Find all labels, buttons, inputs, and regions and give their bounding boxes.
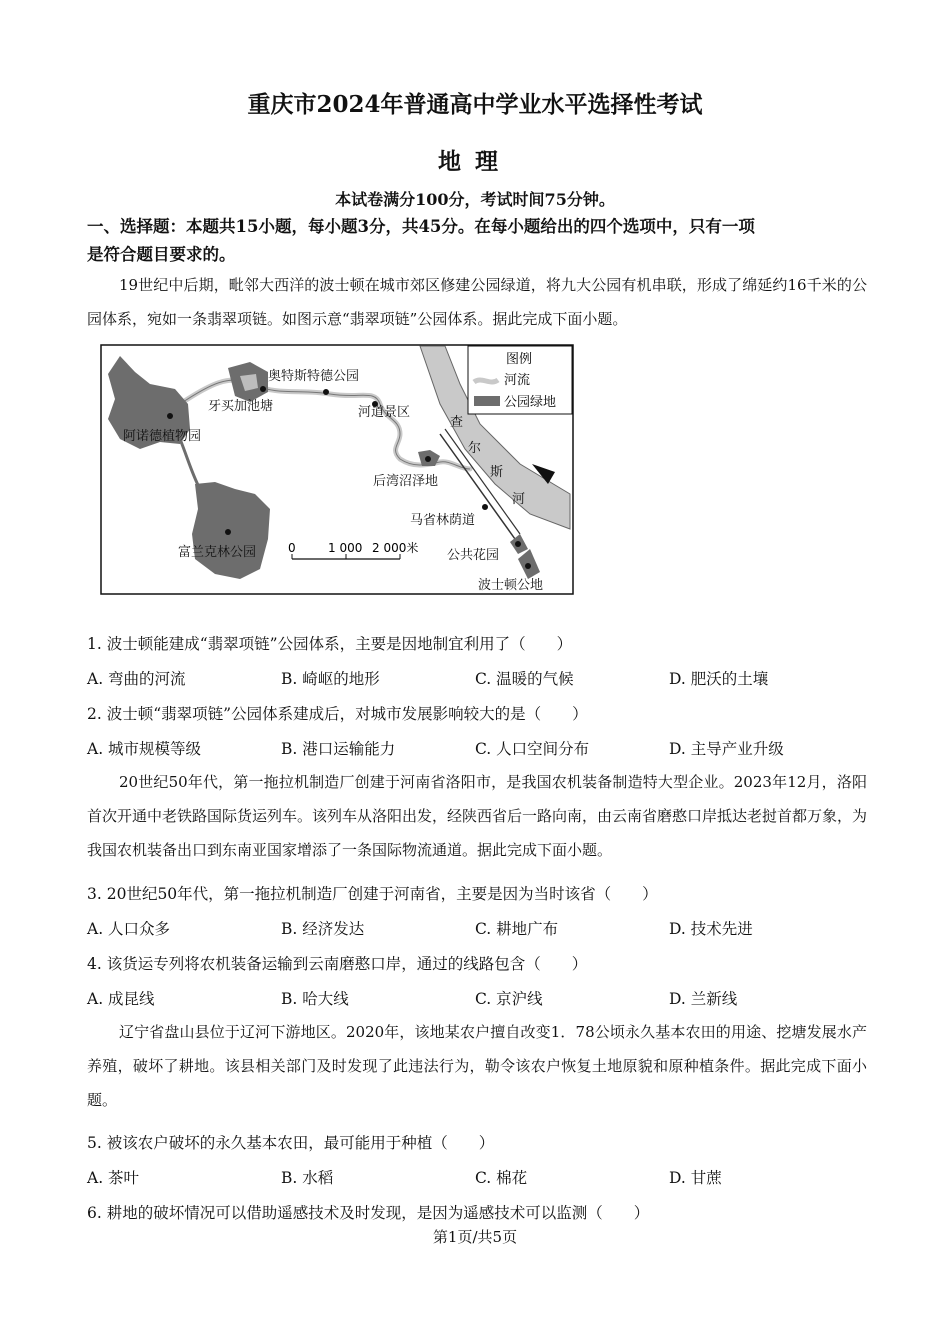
question-3-stem: 3. 20世纪50年代，第一拖拉机制造厂创建于河南省，主要是因为当时该省（ ） xyxy=(87,885,658,903)
label-common: 波士顿公地 xyxy=(478,578,544,593)
question-6-stem: 6. 耕地的破坏情况可以借助遥感技术及时发现，是因为遥感技术可以监测（ ） xyxy=(87,1204,650,1222)
common-dot xyxy=(525,563,531,569)
label-franklin: 富兰克林公园 xyxy=(178,545,257,560)
passage-2: 20世纪50年代，第一拖拉机制造厂创建于河南省洛阳市，是我国农机装备制造特大型企业。2023年12月，洛阳首次开通中老铁路国际货运列车。该列车从洛阳出发，经陕西省后一路向南，由云南省磨憨口岸抵达老挝首都万象，为我国农机装备出口到东南亚国家增添了一条国际物流通道。据此完成下面小题。 xyxy=(87,773,868,859)
franklin-dot xyxy=(225,529,231,535)
legend-title: 图例 xyxy=(506,352,533,367)
emerald-necklace-map xyxy=(100,344,574,595)
label-comm: 马省林荫道 xyxy=(410,513,476,528)
passage-1: 19世纪中后期，毗邻大西洋的波士顿在城市郊区修建公园绿道，将九大公园有机串联，形成了绵延约16千米的公园体系，宛如一条翡翠项链。如图示意“翡翠项链”公园体系。据此完成下面小题。 xyxy=(87,276,867,328)
question-4-stem: 4. 该货运专列将农机装备运输到云南磨憨口岸，通过的线路包含（ ） xyxy=(87,955,588,973)
q2-option-a: A. 城市规模等级 xyxy=(87,740,202,758)
q4-option-a: A. 成昆线 xyxy=(87,990,155,1008)
arnold-dot xyxy=(167,413,173,419)
q2-option-c: C. 人口空间分布 xyxy=(475,740,590,758)
q4-option-b: B. 哈大线 xyxy=(281,990,349,1008)
section-heading-line2: 是符合题目要求的。 xyxy=(87,245,236,264)
scale-0: 0 xyxy=(288,541,296,555)
section-heading xyxy=(87,213,872,269)
legend-park: 公园绿地 xyxy=(504,395,557,410)
q5-option-d: D. 甘蔗 xyxy=(669,1169,722,1187)
scale-1000: 1 000 xyxy=(328,541,363,555)
q3-option-a: A. 人口众多 xyxy=(87,920,171,938)
jamaica-dot xyxy=(260,386,266,392)
question-1-stem: 1. 波士顿能建成“翡翠项链”公园体系，主要是因地制宜利用了（ ） xyxy=(87,635,573,653)
label-charles-2: 尔 xyxy=(468,441,482,456)
label-riverway: 河道景区 xyxy=(358,405,411,420)
question-2-stem: 2. 波士顿“翡翠项链”公园体系建成后，对城市发展影响较大的是（ ） xyxy=(87,705,588,723)
q1-option-a: A. 弯曲的河流 xyxy=(87,670,186,688)
exam-title: 重庆市2024年普通高中学业水平选择性考试 xyxy=(247,91,703,118)
section-heading-line1: 一、选择题：本题共15小题，每小题3分，共45分。在每小题给出的四个选项中，只有一项 xyxy=(87,217,755,236)
comm-dot xyxy=(482,504,488,510)
label-charles-3: 斯 xyxy=(490,465,504,480)
label-charles-4: 河 xyxy=(512,492,526,507)
q3-option-b: B. 经济发达 xyxy=(281,920,365,938)
passage-3: 辽宁省盘山县位于辽河下游地区。2020年，该地某农户擅自改变1．78公顷永久基本农田的用途、挖塘发展水产养殖，破坏了耕地。该县相关部门及时发现了此违法行为，勒令该农户恢复土地原貌和原种植条件。据此完成下面小题。 xyxy=(87,1023,867,1109)
page-footer: 第1页/共5页 xyxy=(432,1228,518,1246)
exam-note: 本试卷满分100分，考试时间75分钟。 xyxy=(335,190,615,209)
map-legend xyxy=(468,346,572,414)
q5-option-a: A. 茶叶 xyxy=(87,1169,140,1187)
label-olmsted: 奥特斯特德公园 xyxy=(268,369,360,384)
q1-option-c: C. 温暖的气候 xyxy=(475,670,574,688)
q2-option-d: D. 主导产业升级 xyxy=(669,740,784,758)
q4-option-c: C. 京沪线 xyxy=(475,990,543,1008)
subject-title: 地理 xyxy=(438,148,512,175)
scale-2000: 2 000米 xyxy=(372,541,419,555)
label-arnold: 阿诺德植物园 xyxy=(123,429,202,444)
label-jamaica: 牙买加池塘 xyxy=(208,399,274,414)
garden-dot xyxy=(515,541,521,547)
label-garden: 公共花园 xyxy=(447,548,500,563)
q4-option-d: D. 兰新线 xyxy=(669,990,738,1008)
label-fens: 后湾沼泽地 xyxy=(373,474,439,489)
fens-dot xyxy=(425,456,431,462)
q5-option-b: B. 水稻 xyxy=(281,1169,334,1187)
q1-option-b: B. 崎岖的地形 xyxy=(281,670,380,688)
q5-option-c: C. 棉花 xyxy=(475,1169,528,1187)
q3-option-c: C. 耕地广布 xyxy=(475,920,559,938)
q2-option-b: B. 港口运输能力 xyxy=(281,740,396,758)
q3-option-d: D. 技术先进 xyxy=(669,920,753,938)
label-charles-1: 查 xyxy=(450,415,464,430)
olmsted-dot xyxy=(323,389,329,395)
q1-option-d: D. 肥沃的土壤 xyxy=(669,670,769,688)
question-5-stem: 5. 被该农户破坏的永久基本农田，最可能用于种植（ ） xyxy=(87,1134,495,1152)
legend-river: 河流 xyxy=(504,373,531,388)
